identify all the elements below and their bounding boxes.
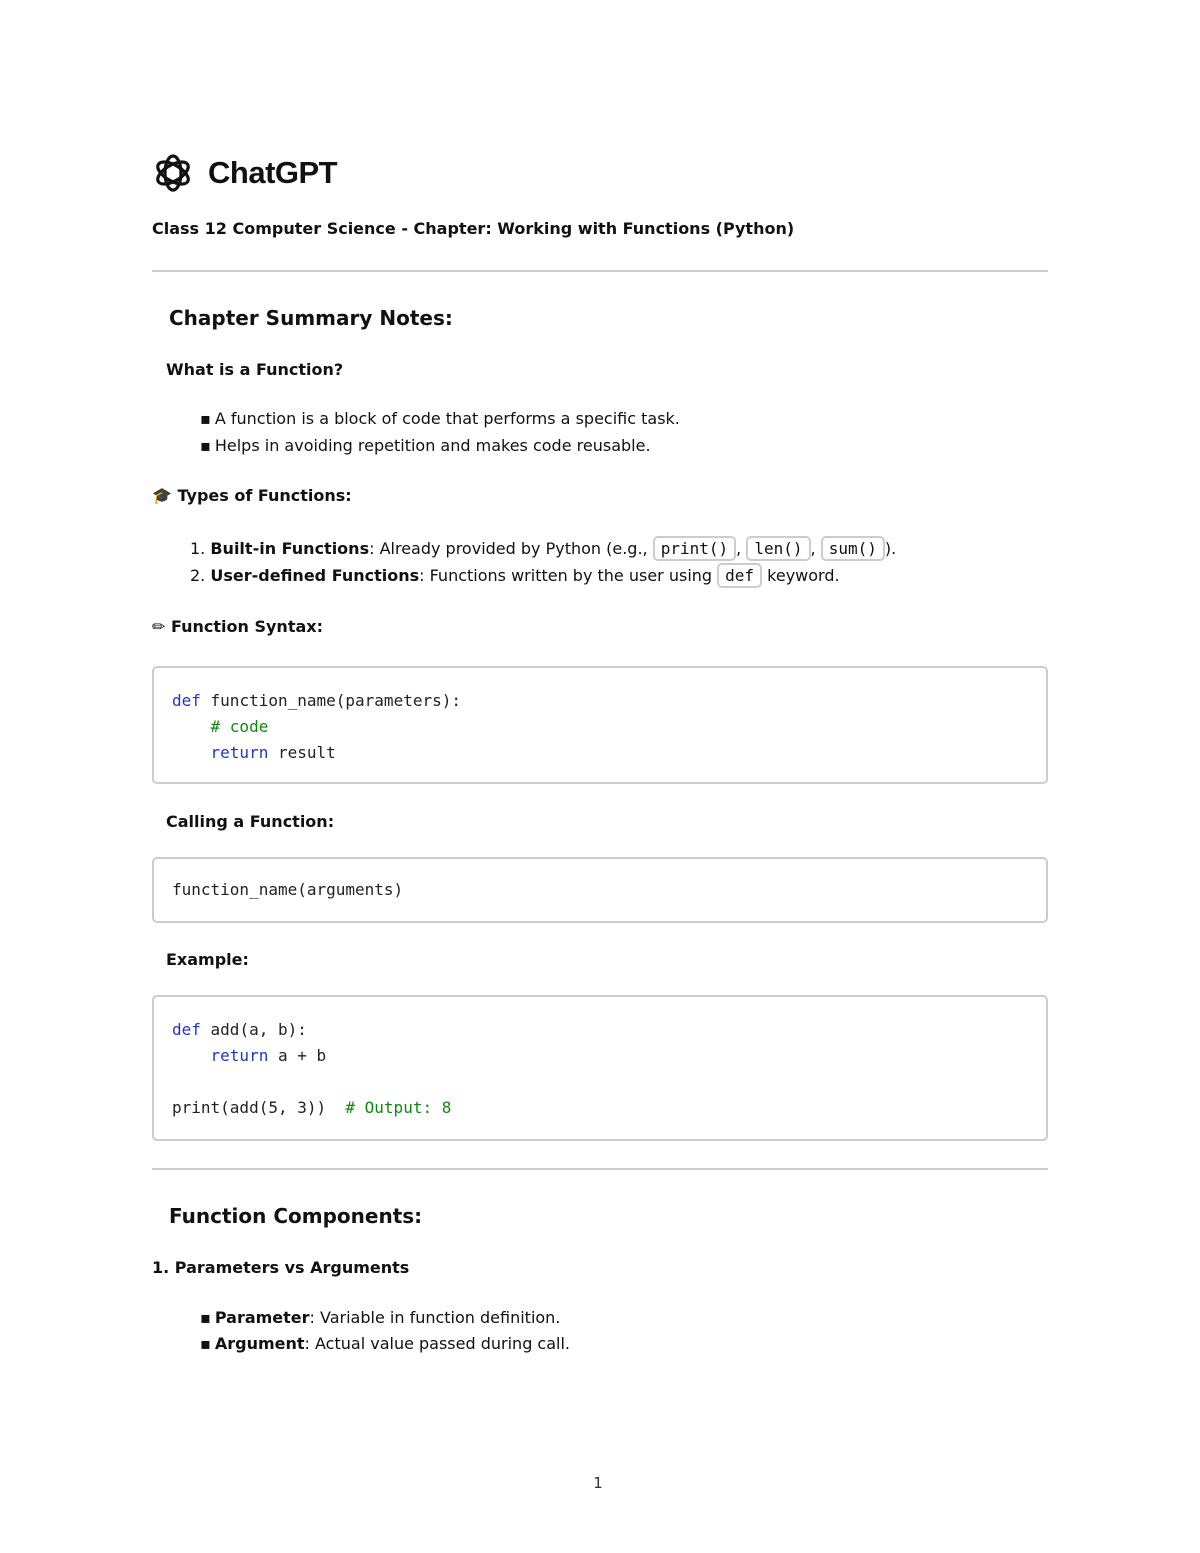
item-end: ). [884,539,897,558]
section-heading-summary: Chapter Summary Notes: [169,306,453,330]
separator: , [736,539,742,558]
code-keyword: return [210,743,269,762]
section-heading-components: Function Components: [169,1204,423,1228]
divider [152,1168,1048,1170]
subheading-parameters-vs-arguments: 1. Parameters vs Arguments [152,1258,410,1277]
subheading-example: Example: [166,950,249,969]
pencil-icon: ✏ [152,617,166,636]
subheading-text: Function Syntax: [170,617,323,636]
item-text: : Functions written by the user using [419,566,718,585]
code-keyword: def [172,1020,201,1039]
list-item [200,436,651,455]
code-text: a + b [268,1046,327,1065]
code-keyword: return [210,1046,269,1065]
brand-logo [152,152,337,194]
code-block-syntax [152,666,1048,784]
code-text: function_name(arguments) [172,880,404,899]
list-item [200,409,680,428]
item-end: keyword. [762,566,840,585]
subheading-calling-function: Calling a Function: [166,812,335,831]
inline-code: sum() [821,536,885,561]
bullet-text: Helps in avoiding repetition and makes code reusable. [214,436,651,455]
term: Parameter [214,1308,310,1327]
divider [152,270,1048,272]
code-keyword: def [172,691,201,710]
inline-code: print() [653,536,736,561]
separator: , [810,539,816,558]
item-text: : Already provided by Python (e.g., [369,539,653,558]
bullet-text: A function is a block of code that performs a specific task. [214,409,680,428]
subheading-text: Types of Functions: [177,486,352,505]
bullet-marker: ▪ [200,409,211,428]
inline-code: def [717,563,762,588]
code-block-calling [152,857,1048,923]
code-text: function_name(parameters): [200,691,461,710]
page-number: 1 [593,1474,603,1492]
openai-logo-icon [152,152,194,194]
list-number: 1. [190,539,206,558]
list-item [190,566,840,585]
subheading-what-is-function: What is a Function? [166,360,344,379]
brand-name: ChatGPT [208,155,338,190]
graduation-cap-icon: 🎓 [152,486,172,505]
bullet-marker: ▪ [200,1334,211,1353]
code-comment: # Output: 8 [345,1098,452,1117]
bullet-marker: ▪ [200,1308,211,1327]
list-item [190,539,896,558]
bullet-text: : Variable in function definition. [309,1308,561,1327]
list-item [200,1334,570,1353]
code-block-example [152,995,1048,1141]
code-text: result [268,743,336,762]
bullet-marker: ▪ [200,436,211,455]
code-comment: # code [172,717,269,736]
document-title: Class 12 Computer Science - Chapter: Working with Functions (Python) [152,219,795,238]
code-text: add(a, b): [200,1020,307,1039]
term: Argument [214,1334,305,1353]
term: User-defined Functions [210,566,420,585]
inline-code: len() [746,536,810,561]
subheading-types-of-functions [152,486,352,505]
subheading-function-syntax [152,617,323,636]
list-number: 2. [190,566,206,585]
list-item [200,1308,560,1327]
term: Built-in Functions [210,539,370,558]
bullet-text: : Actual value passed during call. [304,1334,571,1353]
code-text: print(add(5, 3)) [172,1098,327,1117]
